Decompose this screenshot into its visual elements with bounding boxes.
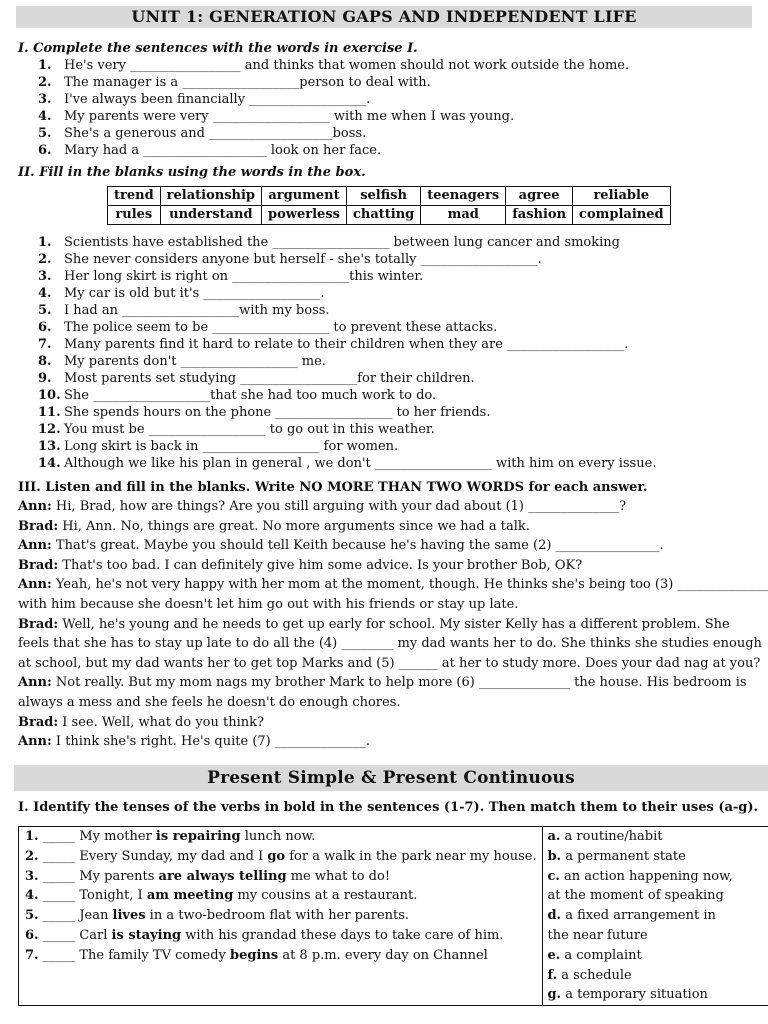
- word-box-row: [108, 206, 671, 225]
- tense-sentence: [19, 886, 542, 906]
- word-box-cell: mad: [421, 206, 506, 225]
- item-number: 7.: [38, 337, 52, 352]
- use-option: [543, 867, 768, 887]
- item-number: 3.: [38, 269, 52, 284]
- list-item: [38, 455, 656, 472]
- dialogue-line: [18, 497, 754, 517]
- tense-sentence: [19, 867, 542, 887]
- use-option: [543, 946, 768, 966]
- item-text: Many parents find it hard to relate to their children when they are __________________.: [64, 337, 629, 352]
- list-item: [38, 353, 656, 370]
- word-box-row: [108, 187, 671, 206]
- use-letter: g.: [547, 987, 562, 1003]
- list-item: [38, 370, 656, 387]
- tense-sentence: [19, 827, 542, 847]
- speaker-name: Brad:: [18, 557, 59, 573]
- item-text: I had an __________________with my boss.: [64, 303, 330, 318]
- sentence-number: 4.: [25, 888, 39, 904]
- dialogue-text: I see. Well, what do you think?: [58, 714, 264, 730]
- use-text: a permanent state: [561, 848, 686, 864]
- item-text: My parents don't __________________ me.: [64, 354, 326, 369]
- item-number: 10.: [38, 388, 61, 403]
- item-number: 6.: [38, 320, 52, 335]
- word-box-cell: chatting: [346, 206, 420, 225]
- bold-verb: are always telling: [158, 868, 287, 884]
- item-text: You must be __________________ to go out in this weather.: [64, 422, 435, 437]
- use-text: a complaint: [560, 947, 642, 963]
- word-box-cell: powerless: [262, 206, 347, 225]
- list-item: [38, 108, 629, 125]
- sentence-text: lunch now.: [240, 829, 316, 844]
- use-text: an action happening now,: [559, 868, 733, 884]
- tense-sentence: [19, 906, 542, 926]
- dialogue-line: [18, 693, 754, 713]
- use-option: [543, 827, 768, 847]
- speaker-name: Ann:: [18, 538, 52, 554]
- item-text: I've always been financially __________________.: [64, 92, 371, 107]
- item-number: 11.: [38, 405, 61, 420]
- use-text: a fixed arrangement in: [561, 908, 716, 924]
- speaker-name: Brad:: [18, 616, 59, 632]
- sentence-number: 5.: [25, 908, 39, 924]
- sentence-number: 1.: [25, 829, 39, 844]
- grammar-heading: I. Identify the tenses of the verbs in bold in the sentences (1-7). Then match them to their uses (a-g).: [18, 800, 759, 815]
- sentence-text: _____ Tonight, I: [38, 888, 147, 904]
- speaker-name: Ann:: [18, 499, 52, 514]
- dialogue-text: That's great. Maybe you should tell Keith because he's having the same (2) ________________.: [51, 538, 664, 554]
- sentence-text: my cousins at a restaurant.: [233, 888, 418, 904]
- list-item: [38, 421, 656, 438]
- list-item: [38, 251, 656, 268]
- speaker-name: Ann:: [18, 577, 52, 593]
- speaker-name: Ann:: [18, 734, 52, 750]
- list-item: [38, 74, 629, 91]
- item-text: The police seem to be __________________ to prevent these attacks.: [64, 320, 498, 335]
- dialogue-line: [18, 654, 761, 674]
- list-item: [38, 302, 656, 319]
- tense-sentence: [19, 926, 542, 946]
- dialogue-line: [18, 713, 754, 733]
- word-box-cell: relationship: [160, 187, 261, 206]
- list-item: [38, 268, 656, 285]
- item-text: She's a generous and ___________________boss.: [64, 126, 367, 141]
- list-item: [38, 336, 656, 353]
- word-box-cell: selfish: [346, 187, 420, 206]
- speaker-name: Brad:: [18, 714, 59, 730]
- sentence-text: _____ Jean: [38, 908, 113, 924]
- item-number: 13.: [38, 439, 61, 454]
- tense-sentences-column: [19, 827, 543, 1006]
- item-number: 2.: [38, 75, 52, 90]
- use-text: at the moment of speaking: [547, 888, 724, 904]
- item-text: Long skirt is back in __________________ for women.: [64, 439, 399, 454]
- item-number: 6.: [38, 143, 52, 158]
- use-text: the near future: [547, 927, 648, 943]
- dialogue-text: Well, he's young and he needs to get up early for school. My sister Kelly has a different problem. She: [58, 616, 730, 632]
- dialogue-text: Not really. But my mom nags my brother Mark to help more (6) ______________ the house. His bedroom is: [51, 675, 747, 691]
- section2-heading: II. Fill in the blanks using the words in the box.: [18, 165, 366, 180]
- item-text: My parents were very __________________ with me when I was young.: [64, 109, 515, 124]
- dialogue-line: [18, 732, 754, 752]
- item-number: 1.: [38, 235, 52, 250]
- bold-verb: begins: [230, 947, 279, 963]
- use-letter: d.: [547, 908, 562, 924]
- dialogue-line: [18, 615, 754, 635]
- bold-verb: go: [267, 848, 286, 864]
- item-number: 3.: [38, 92, 52, 107]
- item-number: 5.: [38, 303, 52, 318]
- use-letter: c.: [547, 868, 560, 884]
- use-option: [543, 966, 768, 986]
- word-box-cell: argument: [262, 187, 347, 206]
- list-item: [38, 285, 656, 302]
- use-option: [543, 985, 768, 1005]
- dialogue-text: Yeah, he's not very happy with her mom at the moment, though. He thinks she's being too (3) ______________: [51, 577, 768, 593]
- use-option: [543, 886, 768, 906]
- section1-list: [38, 57, 629, 159]
- dialogue-line: [18, 556, 754, 576]
- word-box-cell: reliable: [573, 187, 671, 206]
- dialogue-text: That's too bad. I can definitely give him some advice. Is your brother Bob, OK?: [58, 557, 583, 573]
- dialogue-line: [18, 536, 754, 556]
- dialogue-line: [18, 517, 754, 537]
- dialogue-line: [18, 595, 754, 615]
- bold-verb: lives: [112, 908, 146, 924]
- list-item: [38, 125, 629, 142]
- dialogue-text: Hi, Brad, how are things? Are you still arguing with your dad about (1) ______________?: [51, 499, 627, 514]
- sentence-text: _____ Every Sunday, my dad and I: [38, 848, 268, 864]
- dialogue-text: at school, but my dad wants her to get top Marks and (5) ______ at her to study more. Does your dad nag at you?: [18, 655, 761, 671]
- item-text: My car is old but it's __________________.: [64, 286, 325, 301]
- item-text: Although we like his plan in general , we don't __________________ with him on every issue.: [64, 456, 657, 471]
- use-letter: b.: [547, 848, 562, 864]
- word-box-cell: rules: [108, 206, 161, 225]
- dialogue-text: Hi, Ann. No, things are great. No more arguments since we had a talk.: [58, 518, 530, 534]
- item-text: He's very _________________ and thinks that women should not work outside the home.: [64, 58, 630, 73]
- tense-uses-column: [543, 827, 768, 1006]
- item-text: Mary had a ___________________ look on her face.: [64, 143, 382, 158]
- item-number: 5.: [38, 126, 52, 141]
- item-number: 1.: [38, 58, 52, 73]
- sentence-number: 2.: [25, 848, 39, 864]
- use-letter: f.: [547, 967, 558, 983]
- bold-verb: is staying: [111, 927, 182, 943]
- sentence-text: in a two-bedroom flat with her parents.: [145, 908, 410, 924]
- list-item: [38, 57, 629, 74]
- section3-heading: III. Listen and fill in the blanks. Write NO MORE THAN TWO WORDS for each answer.: [18, 480, 648, 495]
- use-letter: a.: [547, 829, 561, 844]
- sentence-text: me what to do!: [286, 868, 391, 884]
- word-box-cell: fashion: [506, 206, 573, 225]
- use-text: a schedule: [557, 967, 632, 983]
- bold-verb: is repairing: [155, 829, 241, 844]
- use-text: a temporary situation: [561, 987, 708, 1003]
- word-box-cell: agree: [506, 187, 573, 206]
- sentence-text: at 8 p.m. every day on Channel: [278, 947, 488, 963]
- item-number: 12.: [38, 422, 61, 437]
- sentence-number: 6.: [25, 927, 39, 943]
- list-item: [38, 91, 629, 108]
- item-text: Most parents set studying __________________for their children.: [64, 371, 475, 386]
- sentence-text: _____ The family TV comedy: [38, 947, 231, 963]
- speaker-name: Ann:: [18, 675, 52, 691]
- tense-sentence: [19, 847, 542, 867]
- dialogue-line: [18, 673, 754, 693]
- sentence-text: with his grandad these days to take care of him.: [181, 927, 504, 943]
- item-text: Her long skirt is right on __________________this winter.: [64, 269, 424, 284]
- dialogue-line: [18, 575, 768, 595]
- list-item: [38, 319, 656, 336]
- item-number: 8.: [38, 354, 52, 369]
- use-option: [543, 906, 768, 926]
- item-text: The manager is a __________________person to deal with.: [64, 75, 431, 90]
- item-number: 4.: [38, 109, 52, 124]
- sentence-text: _____ Carl: [38, 927, 112, 943]
- list-item: [38, 438, 656, 455]
- item-number: 4.: [38, 286, 52, 301]
- sentence-text: _____ My parents: [38, 868, 159, 884]
- sentence-number: 3.: [25, 868, 39, 884]
- word-box: [107, 186, 671, 225]
- use-letter: e.: [547, 947, 561, 963]
- dialogue-text: feels that she has to stay up late to do all the (4) ________ my dad wants her to do. She thinks she studies enough: [18, 636, 762, 652]
- list-item: [38, 142, 629, 159]
- word-box-cell: complained: [573, 206, 671, 225]
- tense-sentence: [19, 946, 542, 966]
- item-text: She never considers anyone but herself - she's totally __________________.: [64, 252, 542, 267]
- section2-list: [38, 234, 656, 472]
- listening-dialogue: [18, 497, 768, 752]
- list-item: [38, 387, 656, 404]
- list-item: [38, 404, 656, 421]
- dialogue-line: [18, 634, 762, 654]
- item-text: She spends hours on the phone __________________ to her friends.: [64, 405, 491, 420]
- speaker-name: Brad:: [18, 518, 59, 534]
- dialogue-text: I think she's right. He's quite (7) ______________.: [51, 734, 370, 750]
- unit-title: UNIT 1: GENERATION GAPS AND INDEPENDENT LIFE: [16, 6, 752, 28]
- section1-heading: I. Complete the sentences with the words in exercise I.: [18, 41, 418, 56]
- sentence-text: _____ My mother: [38, 829, 156, 844]
- item-text: She __________________that she had too much work to do.: [64, 388, 437, 403]
- use-option: [543, 847, 768, 867]
- word-box-cell: trend: [108, 187, 161, 206]
- word-box-cell: understand: [160, 206, 261, 225]
- sentence-number: 7.: [25, 947, 39, 963]
- item-number: 14.: [38, 456, 61, 471]
- dialogue-text: always a mess and she feels he doesn't do enough chores.: [18, 694, 401, 710]
- grammar-title: Present Simple & Present Continuous: [14, 765, 768, 791]
- bold-verb: am meeting: [146, 888, 234, 904]
- use-text: a routine/habit: [560, 829, 663, 844]
- item-number: 2.: [38, 252, 52, 267]
- list-item: [38, 234, 656, 251]
- item-text: Scientists have established the __________________ between lung cancer and smoking: [64, 235, 620, 250]
- sentence-text: for a walk in the park near my house.: [285, 848, 537, 864]
- tense-matching-table: [18, 826, 768, 1006]
- use-option: [543, 926, 768, 946]
- item-number: 9.: [38, 371, 52, 386]
- word-box-cell: teenagers: [421, 187, 506, 206]
- dialogue-text: with him because she doesn't let him go out with his friends or stay up late.: [18, 596, 519, 612]
